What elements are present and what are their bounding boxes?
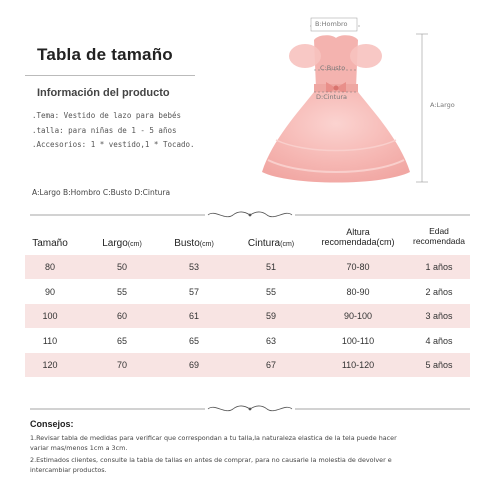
cell-largo: 70 <box>116 360 127 370</box>
cell-busto: 53 <box>188 262 199 272</box>
header-busto: Busto(cm) <box>174 238 214 249</box>
cell-largo: 55 <box>116 287 127 297</box>
header-altura: Altura recomendada(cm) <box>321 227 395 248</box>
cell-altura: 110-120 <box>341 360 375 370</box>
cell-busto: 57 <box>188 287 199 297</box>
dress-skirt <box>262 92 410 183</box>
cell-size: 90 <box>44 287 55 297</box>
cell-cintura: 59 <box>265 311 276 321</box>
label-cintura: D:Cintura <box>316 93 347 101</box>
header-cintura: Cintura(cm) <box>247 238 295 249</box>
cell-altura: 70-80 <box>346 262 370 272</box>
cell-largo: 60 <box>116 311 127 321</box>
cell-edad: 2 años <box>425 287 453 297</box>
cell-busto: 61 <box>188 311 199 321</box>
cell-size: 80 <box>44 262 55 272</box>
cell-size: 100 <box>42 311 58 321</box>
tips-title: Consejos: <box>30 419 74 429</box>
page-title: Tabla de tamaño <box>37 45 173 64</box>
cell-edad: 3 años <box>425 311 453 321</box>
cell-largo: 50 <box>116 262 127 272</box>
dress-bodice <box>314 35 358 88</box>
cell-altura: 90-100 <box>343 311 373 321</box>
info-size: .talla: para niñas de 1 - 5 años <box>32 126 177 135</box>
info-theme: .Tema: Vestido de lazo para bebés <box>32 111 182 120</box>
cell-edad: 4 años <box>425 336 453 346</box>
ornament-divider-top <box>30 210 470 220</box>
cell-cintura: 55 <box>265 287 276 297</box>
cell-busto: 69 <box>188 360 199 370</box>
label-hombro: B:Hombro <box>315 20 348 28</box>
label-largo: A:Largo <box>430 101 455 109</box>
shoulder-ruffle-right <box>350 44 382 68</box>
cell-altura: 80-90 <box>346 287 370 297</box>
cell-cintura: 67 <box>265 360 276 370</box>
cell-cintura: 51 <box>265 262 276 272</box>
cell-largo: 65 <box>116 336 127 346</box>
cell-cintura: 63 <box>265 336 276 346</box>
header-largo: Largo(cm) <box>102 238 142 249</box>
header-edad: Edad recomendada <box>413 226 465 246</box>
cell-altura: 100-110 <box>341 336 375 346</box>
shoulder-ruffle-left <box>289 44 321 68</box>
info-accessories: .Accesorios: 1 * vestido,1 * Tocado. <box>32 140 195 149</box>
cell-edad: 1 años <box>425 262 453 272</box>
cell-size: 110 <box>42 336 58 346</box>
measurement-legend: A:Largo B:Hombro C:Busto D:Cintura <box>32 188 171 197</box>
header-size: Tamaño <box>32 238 68 249</box>
tip-line-4: intercambiar productos. <box>30 466 107 474</box>
ornament-divider-bottom <box>30 404 470 414</box>
tip-line-3: 2.Estimados clientes, consulte la tabla de tallas en antes de comprar, para no causarle la molestia de devolver e <box>30 456 392 464</box>
product-info-heading: Información del producto <box>37 87 170 99</box>
cell-edad: 5 años <box>425 360 453 370</box>
cell-busto: 65 <box>188 336 199 346</box>
tip-line-2: variar mas/menos 1cm a 3cm. <box>30 444 128 452</box>
tip-line-1: 1.Revisar tabla de medidas para verificar que correspondan a tu talla,la naturaleza elastica de la tela puede hacer <box>30 434 397 442</box>
label-busto: C:Busto <box>320 64 346 72</box>
dress-diagram <box>0 0 500 210</box>
cell-size: 120 <box>42 360 58 370</box>
